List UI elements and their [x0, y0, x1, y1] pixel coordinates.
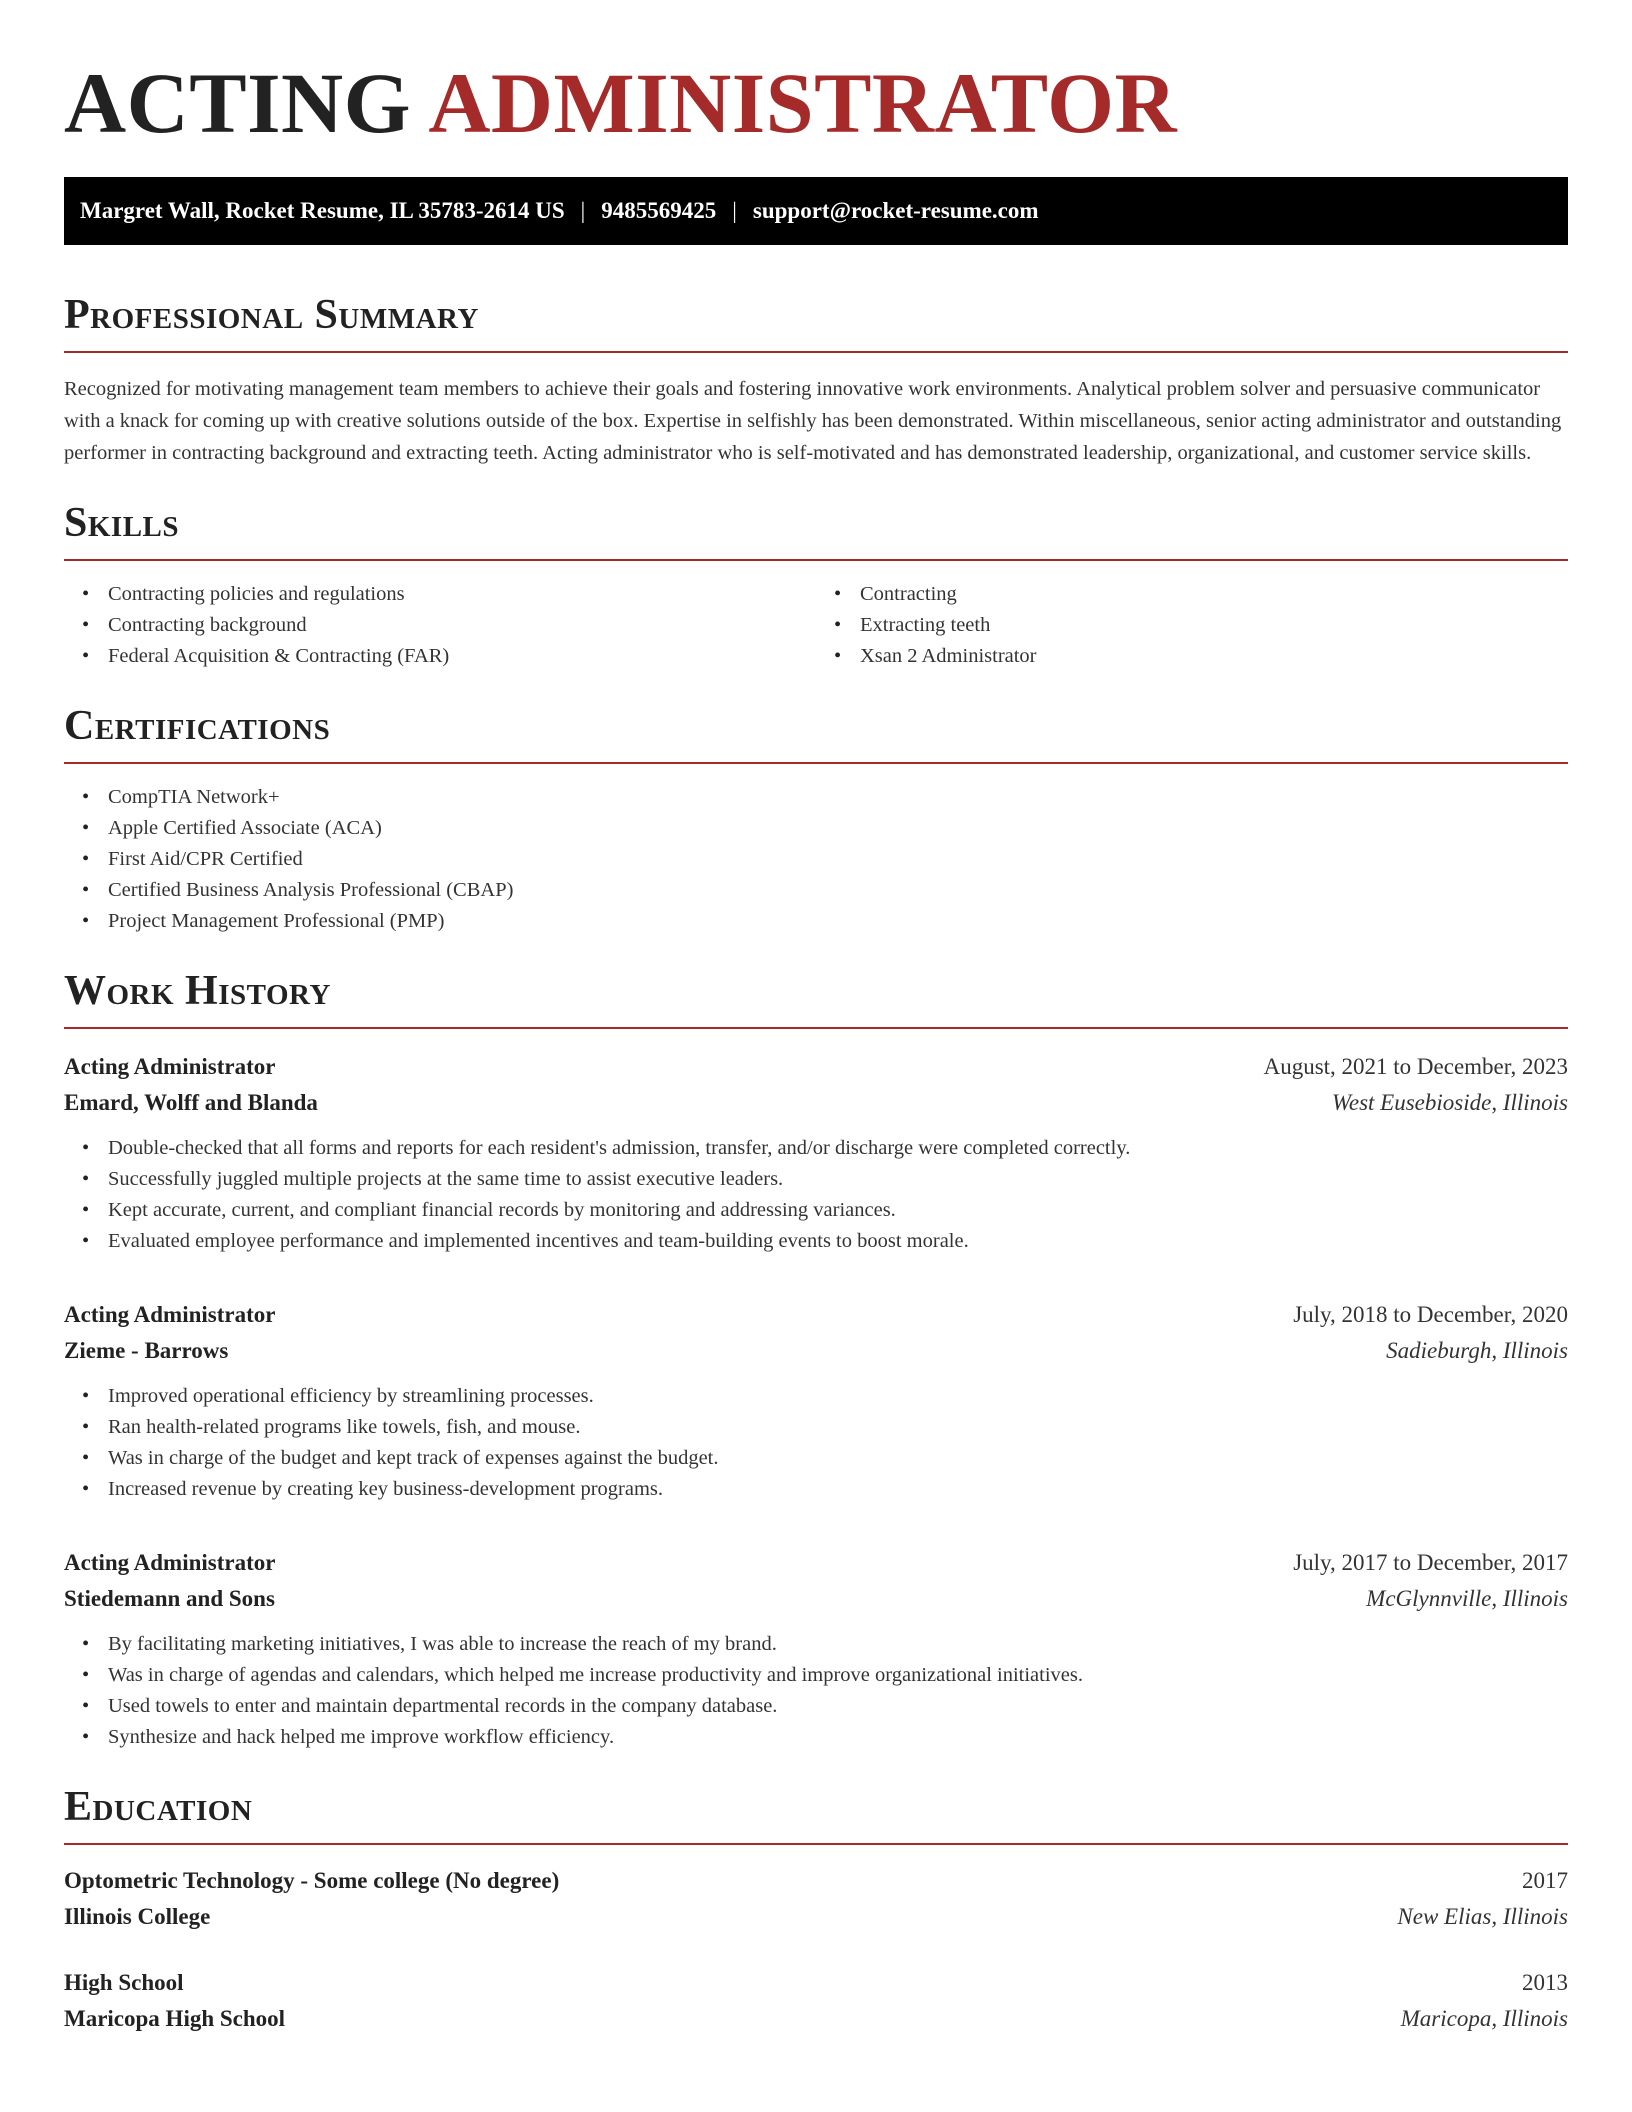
job-duty-item: • Double-checked that all forms and reports for each resident's admission, transfer, and/or discharge were completed correctly.	[108, 1133, 1568, 1164]
summary-section	[64, 291, 1568, 469]
job-duty-item: • Kept accurate, current, and compliant financial records by monitoring and addressing variances.	[108, 1195, 1568, 1226]
skills-list	[816, 579, 1568, 672]
education-location: Maricopa, Illinois	[1400, 2005, 1568, 2031]
education-school: Maricopa High School	[64, 2005, 286, 2031]
job-entry	[64, 1049, 1568, 1257]
section-heading-skills: Skills	[64, 499, 1568, 561]
job-duty-item: • Used towels to enter and maintain departmental records in the company database.	[108, 1691, 1568, 1722]
job-company: Emard, Wolff and Blanda	[64, 1089, 318, 1115]
job-header-row	[64, 1545, 1568, 1581]
education-school-row	[64, 2001, 1568, 2037]
education-section	[64, 1783, 1568, 2037]
job-location: McGlynnville, Illinois	[1366, 1585, 1568, 1611]
job-dates: August, 2021 to December, 2023	[1263, 1053, 1568, 1079]
title-part-2: ADMINISTRATOR	[428, 55, 1178, 151]
education-year: 2017	[1522, 1867, 1568, 1893]
section-heading-certifications: Certifications	[64, 702, 1568, 764]
job-dates: July, 2018 to December, 2020	[1293, 1301, 1568, 1327]
resume-title	[64, 56, 1568, 151]
skills-column-left	[64, 561, 816, 672]
certification-item: • CompTIA Network+	[108, 782, 1568, 813]
job-duty-item: • Improved operational efficiency by streamlining processes.	[108, 1381, 1568, 1412]
skill-item: • Contracting policies and regulations	[108, 579, 816, 610]
resume-content	[64, 0, 1568, 2037]
skill-item: • Contracting background	[108, 610, 816, 641]
education-degree: High School	[64, 1969, 184, 1995]
job-duties-list	[64, 1133, 1568, 1257]
contact-separator: |	[580, 197, 586, 223]
job-company-row	[64, 1085, 1568, 1121]
contact-email: support@rocket-resume.com	[752, 197, 1039, 223]
skill-item: • Extracting teeth	[860, 610, 1568, 641]
skills-column-right	[816, 561, 1568, 672]
education-entry	[64, 1965, 1568, 2037]
contact-bar	[64, 177, 1568, 245]
education-school-row	[64, 1899, 1568, 1935]
job-duties-list	[64, 1629, 1568, 1753]
contact-address: Margret Wall, Rocket Resume, IL 35783-2614 US	[80, 197, 565, 223]
education-degree-row	[64, 1965, 1568, 2001]
skill-item: • Contracting	[860, 579, 1568, 610]
education-year: 2013	[1522, 1969, 1568, 1995]
job-header-row	[64, 1297, 1568, 1333]
title-part-1: ACTING	[64, 55, 412, 151]
job-duty-item: • Was in charge of the budget and kept track of expenses against the budget.	[108, 1443, 1568, 1474]
certification-item: • First Aid/CPR Certified	[108, 844, 1568, 875]
job-duty-item: • By facilitating marketing initiatives, I was able to increase the reach of my brand.	[108, 1629, 1568, 1660]
job-duty-item: • Ran health-related programs like towels, fish, and mouse.	[108, 1412, 1568, 1443]
job-company: Stiedemann and Sons	[64, 1585, 275, 1611]
education-school: Illinois College	[64, 1903, 211, 1929]
skill-item: • Xsan 2 Administrator	[860, 641, 1568, 672]
job-location: Sadieburgh, Illinois	[1386, 1337, 1568, 1363]
job-dates: July, 2017 to December, 2017	[1293, 1549, 1568, 1575]
education-location: New Elias, Illinois	[1397, 1903, 1568, 1929]
education-degree: Optometric Technology - Some college (No degree)	[64, 1867, 560, 1893]
job-location: West Eusebioside, Illinois	[1331, 1089, 1568, 1115]
job-duty-item: • Evaluated employee performance and implemented incentives and team-building events to boost morale.	[108, 1226, 1568, 1257]
job-entry	[64, 1297, 1568, 1505]
contact-separator: |	[732, 197, 737, 223]
job-duties-list	[64, 1381, 1568, 1505]
section-heading-work-history: Work History	[64, 967, 1568, 1029]
job-company: Zieme - Barrows	[64, 1337, 229, 1363]
job-company-row	[64, 1581, 1568, 1617]
job-header-row	[64, 1049, 1568, 1085]
education-entry	[64, 1863, 1568, 1935]
certification-item: • Apple Certified Associate (ACA)	[108, 813, 1568, 844]
job-title: Acting Administrator	[64, 1301, 276, 1327]
summary-text: Recognized for motivating management team members to achieve their goals and fostering innovative work environments. Analytical problem solver and persuasive communicator with a knack for coming up with creative solutions outside of the box. Expertise in selfishly has been demonstrated. Within miscellaneous, senior acting administrator and outstanding performer in contracting background and extracting teeth. Acting administrator who is self-motivated and has demonstrated leadership, organizational, and customer service skills.	[64, 377, 1562, 464]
job-duty-item: • Synthesize and hack helped me improve workflow efficiency.	[108, 1722, 1568, 1753]
certification-item: • Project Management Professional (PMP)	[108, 906, 1568, 937]
contact-phone: 9485569425	[601, 197, 717, 223]
section-heading-education: Education	[64, 1783, 1568, 1845]
education-degree-row	[64, 1863, 1568, 1899]
skills-section	[64, 499, 1568, 672]
skills-list	[64, 579, 816, 672]
job-duty-item: • Successfully juggled multiple projects at the same time to assist executive leaders.	[108, 1164, 1568, 1195]
job-entry	[64, 1545, 1568, 1753]
job-company-row	[64, 1333, 1568, 1369]
certifications-section	[64, 702, 1568, 937]
work-history-section	[64, 967, 1568, 1753]
skills-grid	[64, 561, 1568, 672]
section-heading-summary: Professional Summary	[64, 291, 1568, 353]
job-duty-item: • Was in charge of agendas and calendars, which helped me increase productivity and improve organizational initiatives.	[108, 1660, 1568, 1691]
job-title: Acting Administrator	[64, 1053, 276, 1079]
skill-item: • Federal Acquisition & Contracting (FAR)	[108, 641, 816, 672]
job-title: Acting Administrator	[64, 1549, 276, 1575]
certification-item: • Certified Business Analysis Professional (CBAP)	[108, 875, 1568, 906]
job-duty-item: • Increased revenue by creating key business-development programs.	[108, 1474, 1568, 1505]
certifications-list	[64, 782, 1568, 937]
